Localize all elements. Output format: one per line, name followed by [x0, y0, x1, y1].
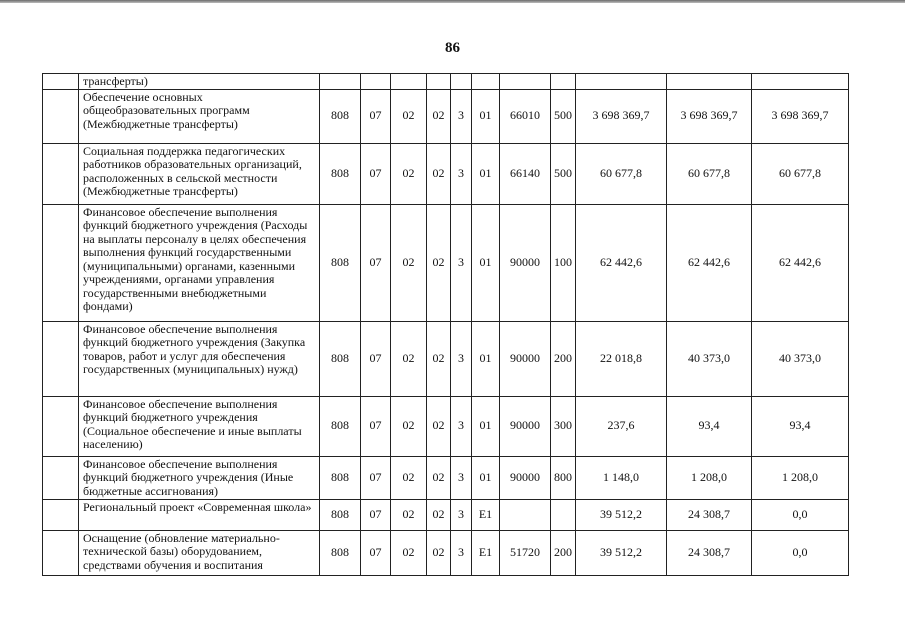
table-row [43, 499, 849, 530]
sum-year-3-cell: 62 442,6 [752, 204, 849, 321]
ministry-code-cell: 808 [320, 530, 361, 575]
event-code-cell: E1 [472, 499, 500, 530]
event-code-cell: E1 [472, 530, 500, 575]
expense-type-cell [551, 74, 576, 90]
subsection-code-cell: 02 [391, 143, 427, 204]
sum-year-2-cell: 40 373,0 [667, 321, 752, 396]
scan-edge [0, 0, 905, 3]
direction-code-cell: 66140 [500, 143, 551, 204]
row-description: Обеспечение основных общеобразовательных программ (Межбюджетные трансферты) [79, 89, 320, 143]
sum-year-1-cell [576, 74, 667, 90]
table-row [43, 74, 849, 90]
table-row [43, 530, 849, 575]
sum-year-3-cell: 0,0 [752, 499, 849, 530]
budget-table [42, 73, 849, 576]
program-code-cell: 02 [427, 143, 451, 204]
section-code-cell: 07 [361, 143, 391, 204]
subprogram-code-cell: 3 [451, 204, 472, 321]
row-description: Социальная поддержка педагогических работников образовательных организаций, расположенных в сельской местности (Межбюджетные трансферты) [79, 143, 320, 204]
row-description: трансферты) [79, 74, 320, 90]
expense-type-cell: 100 [551, 204, 576, 321]
ministry-code-cell: 808 [320, 204, 361, 321]
direction-code-cell: 90000 [500, 204, 551, 321]
ministry-code-cell [320, 74, 361, 90]
subsection-code-cell: 02 [391, 499, 427, 530]
subsection-code-cell: 02 [391, 89, 427, 143]
ministry-code-cell: 808 [320, 89, 361, 143]
row-number-cell [43, 530, 79, 575]
subsection-code-cell [391, 74, 427, 90]
sum-year-1-cell: 39 512,2 [576, 530, 667, 575]
row-description: Оснащение (обновление материально-технической базы) оборудованием, средствами обучения и воспитания [79, 530, 320, 575]
program-code-cell: 02 [427, 396, 451, 456]
row-number-cell [43, 499, 79, 530]
expense-type-cell: 300 [551, 396, 576, 456]
sum-year-3-cell: 60 677,8 [752, 143, 849, 204]
expense-type-cell: 500 [551, 143, 576, 204]
expense-type-cell: 200 [551, 321, 576, 396]
program-code-cell: 02 [427, 89, 451, 143]
sum-year-2-cell [667, 74, 752, 90]
section-code-cell: 07 [361, 321, 391, 396]
subsection-code-cell: 02 [391, 456, 427, 499]
sum-year-3-cell: 40 373,0 [752, 321, 849, 396]
section-code-cell: 07 [361, 396, 391, 456]
subprogram-code-cell [451, 74, 472, 90]
ministry-code-cell: 808 [320, 321, 361, 396]
program-code-cell: 02 [427, 456, 451, 499]
sum-year-2-cell: 3 698 369,7 [667, 89, 752, 143]
sum-year-1-cell: 237,6 [576, 396, 667, 456]
table-row [43, 204, 849, 321]
page-number: 86 [445, 40, 460, 56]
expense-type-cell [551, 499, 576, 530]
subprogram-code-cell: 3 [451, 89, 472, 143]
direction-code-cell: 90000 [500, 321, 551, 396]
sum-year-2-cell: 62 442,6 [667, 204, 752, 321]
direction-code-cell [500, 74, 551, 90]
table-row [43, 89, 849, 143]
section-code-cell [361, 74, 391, 90]
sum-year-2-cell: 1 208,0 [667, 456, 752, 499]
direction-code-cell: 66010 [500, 89, 551, 143]
event-code-cell: 01 [472, 456, 500, 499]
program-code-cell [427, 74, 451, 90]
program-code-cell: 02 [427, 530, 451, 575]
ministry-code-cell: 808 [320, 396, 361, 456]
row-number-cell [43, 456, 79, 499]
subsection-code-cell: 02 [391, 396, 427, 456]
program-code-cell: 02 [427, 499, 451, 530]
expense-type-cell: 200 [551, 530, 576, 575]
table-row [43, 396, 849, 456]
event-code-cell: 01 [472, 89, 500, 143]
sum-year-3-cell: 1 208,0 [752, 456, 849, 499]
ministry-code-cell: 808 [320, 456, 361, 499]
expense-type-cell: 500 [551, 89, 576, 143]
table-row [43, 456, 849, 499]
table-row [43, 321, 849, 396]
subprogram-code-cell: 3 [451, 143, 472, 204]
row-number-cell [43, 143, 79, 204]
section-code-cell: 07 [361, 204, 391, 321]
row-number-cell [43, 321, 79, 396]
subsection-code-cell: 02 [391, 530, 427, 575]
sum-year-3-cell: 3 698 369,7 [752, 89, 849, 143]
section-code-cell: 07 [361, 530, 391, 575]
row-description: Финансовое обеспечение выполнения функций бюджетного учреждения (Социальное обеспечение и иные выплаты населению) [79, 396, 320, 456]
event-code-cell: 01 [472, 204, 500, 321]
row-number-cell [43, 204, 79, 321]
sum-year-1-cell: 3 698 369,7 [576, 89, 667, 143]
sum-year-1-cell: 62 442,6 [576, 204, 667, 321]
sum-year-1-cell: 39 512,2 [576, 499, 667, 530]
subprogram-code-cell: 3 [451, 321, 472, 396]
sum-year-2-cell: 93,4 [667, 396, 752, 456]
row-description: Финансовое обеспечение выполнения функций бюджетного учреждения (Расходы на выплаты персоналу в целях обеспечения выполнения функций государственными (муниципальными) органами, казенными учреждениями, органами управления государственными внебюджетными фондами) [79, 204, 320, 321]
sum-year-2-cell: 60 677,8 [667, 143, 752, 204]
sum-year-2-cell: 24 308,7 [667, 530, 752, 575]
sum-year-3-cell: 93,4 [752, 396, 849, 456]
sum-year-3-cell: 0,0 [752, 530, 849, 575]
sum-year-3-cell [752, 74, 849, 90]
row-description: Финансовое обеспечение выполнения функций бюджетного учреждения (Закупка товаров, работ и услуг для обеспечения государственных (муниципальных) нужд) [79, 321, 320, 396]
ministry-code-cell: 808 [320, 499, 361, 530]
subprogram-code-cell: 3 [451, 396, 472, 456]
subsection-code-cell: 02 [391, 321, 427, 396]
section-code-cell: 07 [361, 89, 391, 143]
direction-code-cell [500, 499, 551, 530]
row-number-cell [43, 89, 79, 143]
event-code-cell: 01 [472, 396, 500, 456]
event-code-cell [472, 74, 500, 90]
row-description: Финансовое обеспечение выполнения функций бюджетного учреждения (Иные бюджетные ассигнования) [79, 456, 320, 499]
section-code-cell: 07 [361, 456, 391, 499]
event-code-cell: 01 [472, 143, 500, 204]
row-description: Региональный проект «Современная школа» [79, 499, 320, 530]
program-code-cell: 02 [427, 204, 451, 321]
subprogram-code-cell: 3 [451, 499, 472, 530]
program-code-cell: 02 [427, 321, 451, 396]
subsection-code-cell: 02 [391, 204, 427, 321]
subprogram-code-cell: 3 [451, 456, 472, 499]
sum-year-2-cell: 24 308,7 [667, 499, 752, 530]
sum-year-1-cell: 1 148,0 [576, 456, 667, 499]
expense-type-cell: 800 [551, 456, 576, 499]
direction-code-cell: 90000 [500, 396, 551, 456]
ministry-code-cell: 808 [320, 143, 361, 204]
event-code-cell: 01 [472, 321, 500, 396]
sum-year-1-cell: 60 677,8 [576, 143, 667, 204]
row-number-cell [43, 74, 79, 90]
row-number-cell [43, 396, 79, 456]
subprogram-code-cell: 3 [451, 530, 472, 575]
direction-code-cell: 90000 [500, 456, 551, 499]
direction-code-cell: 51720 [500, 530, 551, 575]
table-row [43, 143, 849, 204]
section-code-cell: 07 [361, 499, 391, 530]
sum-year-1-cell: 22 018,8 [576, 321, 667, 396]
